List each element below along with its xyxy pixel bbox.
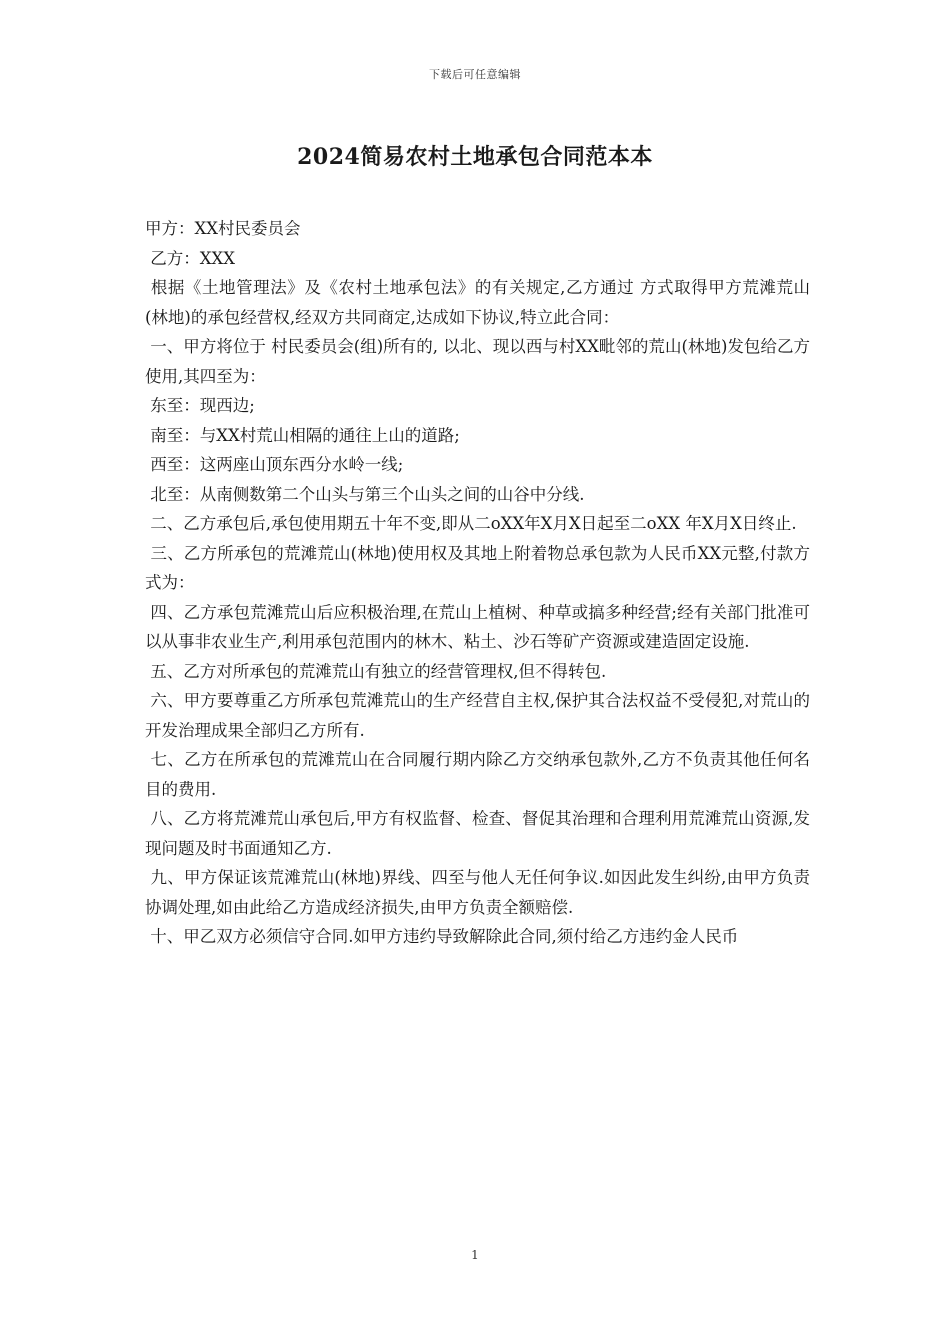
header-note: 下载后可任意编辑 <box>429 68 521 81</box>
paragraph-clause-7: 七、乙方在所承包的荒滩荒山在合同履行期内除乙方交纳承包款外,乙方不负责其他任何名目的费用. <box>145 750 811 799</box>
paragraph-clause-3: 三、乙方所承包的荒滩荒山(林地)使用权及其地上附着物总承包款为人民币XX元整,付款方式为： <box>145 543 810 592</box>
paragraph-clause-8: 八、乙方将荒滩荒山承包后,甲方有权监督、检查、督促其治理和合理利用荒滩荒山资源,发现问题及时书面通知乙方. <box>145 809 810 858</box>
paragraph-clause-6: 六、甲方要尊重乙方所承包荒滩荒山的生产经营自主权,保护其合法权益不受侵犯,对荒山的开发治理成果全部归乙方所有. <box>145 691 810 740</box>
page-number: 1 <box>471 1248 479 1262</box>
paragraph-clause-5: 五、乙方对所承包的荒滩荒山有独立的经营管理权,但不得转包. <box>145 661 607 681</box>
paragraph-clause-4: 四、乙方承包荒滩荒山后应积极治理,在荒山上植树、种草或搞多种经营;经有关部门批准可以从事非农业生产,利用承包范围内的林木、粘土、沙石等矿产资源或建造固定设施. <box>145 602 810 651</box>
paragraph-boundary-east: 东至：现西边; <box>145 396 255 415</box>
paragraph-boundary-south: 南至：与XX村荒山相隔的通往上山的道路; <box>145 425 460 445</box>
paragraph-clause-10: 十、甲乙双方必须信守合同.如甲方违约导致解除此合同,须付给乙方违约金人民币 <box>145 927 739 946</box>
document-title: 2024简易农村土地承包合同范本本 <box>297 144 653 170</box>
paragraph-clause-9: 九、甲方保证该荒滩荒山(林地)界线、四至与他人无任何争议.如因此发生纠纷,由甲方负责协调处理,如由此给乙方造成经济损失,由甲方负责全额赔偿. <box>145 868 810 917</box>
paragraph-preamble: 根据《土地管理法》及《农村土地承包法》的有关规定,乙方通过 方式取得甲方荒滩荒山(林地)的承包经营权,经双方共同商定,达成如下协议,特立此合同： <box>145 278 810 327</box>
paragraph-boundary-west: 西至：这两座山顶东西分水岭一线; <box>145 455 404 474</box>
contract-body <box>145 214 810 952</box>
paragraph-party-b: 乙方：XXX <box>145 248 235 268</box>
paragraph-boundary-north: 北至：从南侧数第二个山头与第三个山头之间的山谷中分线. <box>145 484 585 504</box>
paragraph-party-a: 甲方：XX村民委员会 <box>145 219 301 238</box>
paragraph-clause-1: 一、甲方将位于 村民委员会(组)所有的, 以北、现以西与村XX毗邻的荒山(林地)发包给乙方使用,其四至为： <box>145 337 810 386</box>
paragraph-clause-2: 二、乙方承包后,承包使用期五十年不变,即从二oXX年X月X日起至二oXX 年X月X日终止. <box>145 514 797 533</box>
